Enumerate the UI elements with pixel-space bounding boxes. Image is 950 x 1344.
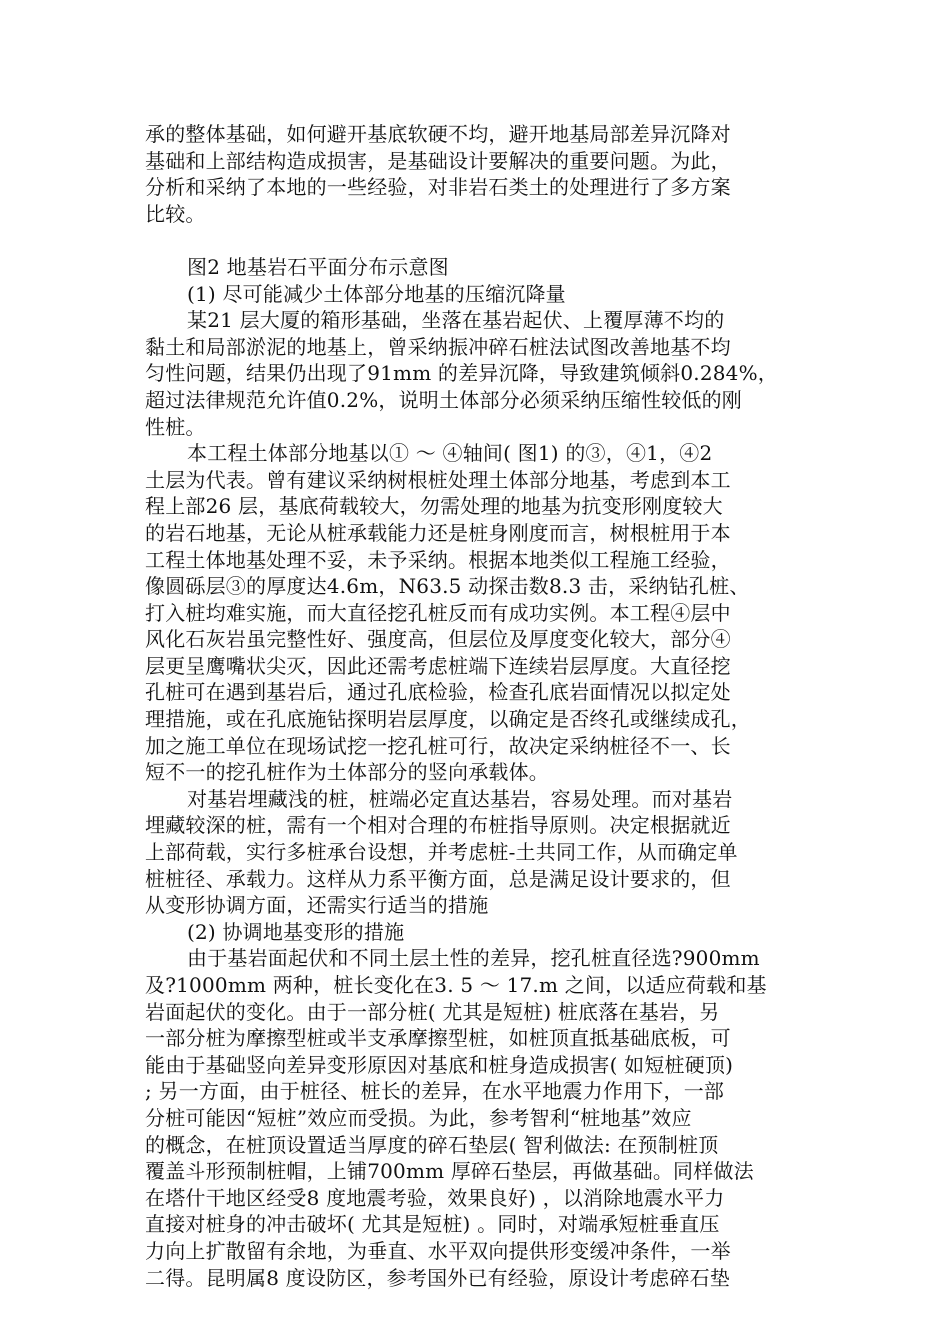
text-line: 比较。 xyxy=(145,201,206,226)
text-line: 由于基岩面起伏和不同土层土性的差异，挖孔桩直径选?900mm xyxy=(187,946,760,971)
paragraph-deformation xyxy=(145,945,810,1291)
text-line: 桩桩径、承载力。这样从力系平衡方面，总是满足设计要求的，但 xyxy=(145,866,731,891)
text-line: ; 另一方面，由于桩径、桩长的差异，在水平地震力作用下，一部 xyxy=(145,1079,725,1104)
text-line: 风化石灰岩虽完整性好、强度高，但层位及厚度变化较大，部分④ xyxy=(145,627,731,652)
text-line: 本工程土体部分地基以① ～ ④轴间( 图1) 的③，④1，④2 xyxy=(187,441,713,466)
text-line: 上部荷载，实行多桩承台设想，并考虑桩-土共同工作，从而确定单 xyxy=(145,840,738,865)
section-heading-2 xyxy=(145,919,810,946)
text-line: 某21 层大厦的箱形基础，坐落在基岩起伏、上覆厚薄不均的 xyxy=(187,308,725,333)
text-line: 短不一的挖孔桩作为土体部分的竖向承载体。 xyxy=(145,760,549,785)
text-line: 岩面起伏的变化。由于一部分桩( 尤其是短桩) 桩底落在基岩，另 xyxy=(145,999,720,1024)
paragraph-pile-layout xyxy=(145,786,810,919)
text-line: 力向上扩散留有余地，为垂直、水平双向提供形变缓冲条件，一举 xyxy=(145,1238,731,1263)
intro-paragraph xyxy=(145,121,810,227)
figure-caption xyxy=(145,254,810,281)
text-line: 及?1000mm 两种，桩长变化在3. 5 ～ 17.m 之间，以适应荷载和基 xyxy=(145,973,767,997)
text-line: 的岩石地基，无论从桩承载能力还是桩身刚度而言，树根桩用于本 xyxy=(145,520,731,545)
text-line: 埋藏较深的桩，需有一个相对合理的布桩指导原则。决定根据就近 xyxy=(145,813,731,838)
text-line: 覆盖斗形预制桩帽，上铺700mm 厚碎石垫层，再做基础。同样做法 xyxy=(145,1159,754,1184)
text-line: 土层为代表。曾有建议采纳树根桩处理土体部分地基，考虑到本工 xyxy=(145,467,731,492)
text-line: 性桩。 xyxy=(145,414,206,439)
text-line: (2) 协调地基变形的措施 xyxy=(187,919,405,944)
text-line: 超过法律规范允许值0.2%，说明土体部分必须采纳压缩性较低的刚 xyxy=(145,387,743,412)
text-line: 直接对桩身的冲击破坏( 尤其是短桩) 。同时，对端承短桩垂直压 xyxy=(145,1212,720,1237)
text-line: 匀性问题，结果仍出现了91mm 的差异沉降，导致建筑倾斜0.284%， xyxy=(145,361,778,386)
spacer xyxy=(145,227,810,254)
section-heading-1 xyxy=(145,281,810,308)
text-line: 打入桩均难实施，而大直径挖孔桩反而有成功实例。本工程④层中 xyxy=(145,600,731,625)
text-line: 在塔什干地区经受8 度地震考验，效果良好) ，以消除地震水平力 xyxy=(145,1185,725,1210)
text-line: 基础和上部结构造成损害，是基础设计要解决的重要问题。为此， xyxy=(145,148,731,173)
text-line: 加之施工单位在现场试挖一挖孔桩可行，故决定采纳桩径不一、长 xyxy=(145,733,731,758)
text-line: 像圆砾层③的厚度达4.6m，N63.5 动探击数8.3 击，采纳钻孔桩、 xyxy=(145,574,750,599)
text-line: 分桩可能因“短桩”效应而受损。为此，参考智利“桩地基”效应 xyxy=(145,1105,692,1130)
text-line: 孔桩可在遇到基岩后，通过孔底检验，检查孔底岩面情况以拟定处 xyxy=(145,680,731,705)
text-line: 一部分桩为摩擦型桩或半支承摩擦型桩，如桩顶直抵基础底板，可 xyxy=(145,1026,731,1051)
document-page xyxy=(145,121,810,1291)
paragraph-soil-foundation xyxy=(145,440,810,786)
text-line: 层更呈鹰嘴状尖灭，因此还需考虑桩端下连续岩层厚度。大直径挖 xyxy=(145,653,731,678)
text-line: 对基岩埋藏浅的桩，桩端必定直达基岩，容易处理。而对基岩 xyxy=(187,786,733,811)
text-line: (1) 尽可能减少土体部分地基的压缩沉降量 xyxy=(187,281,566,306)
text-line: 二得。昆明属8 度设防区，参考国外已有经验，原设计考虑碎石垫 xyxy=(145,1265,731,1290)
text-line: 能由于基础竖向差异变形原因对基底和桩身造成损害( 如短桩硬顶) xyxy=(145,1052,734,1077)
text-line: 图2 地基岩石平面分布示意图 xyxy=(187,254,449,279)
text-line: 黏土和局部淤泥的地基上，曾采纳振冲碎石桩法试图改善地基不均 xyxy=(145,334,731,359)
text-line: 承的整体基础，如何避开基底软硬不均，避开地基局部差异沉降对 xyxy=(145,122,731,146)
text-line: 的概念，在桩顶设置适当厚度的碎石垫层( 智利做法: 在预制桩顶 xyxy=(145,1132,719,1157)
text-line: 工程土体地基处理不妥，未予采纳。根据本地类似工程施工经验， xyxy=(145,547,731,572)
paragraph-box-foundation xyxy=(145,307,810,440)
text-line: 程上部26 层，基底荷载较大，勿需处理的地基为抗变形刚度较大 xyxy=(145,494,723,519)
text-line: 从变形协调方面，还需实行适当的措施 xyxy=(145,893,489,918)
text-line: 理措施，或在孔底施钻探明岩层厚度，以确定是否终孔或继续成孔， xyxy=(145,707,751,732)
text-line: 分析和采纳了本地的一些经验，对非岩石类土的处理进行了多方案 xyxy=(145,175,731,200)
